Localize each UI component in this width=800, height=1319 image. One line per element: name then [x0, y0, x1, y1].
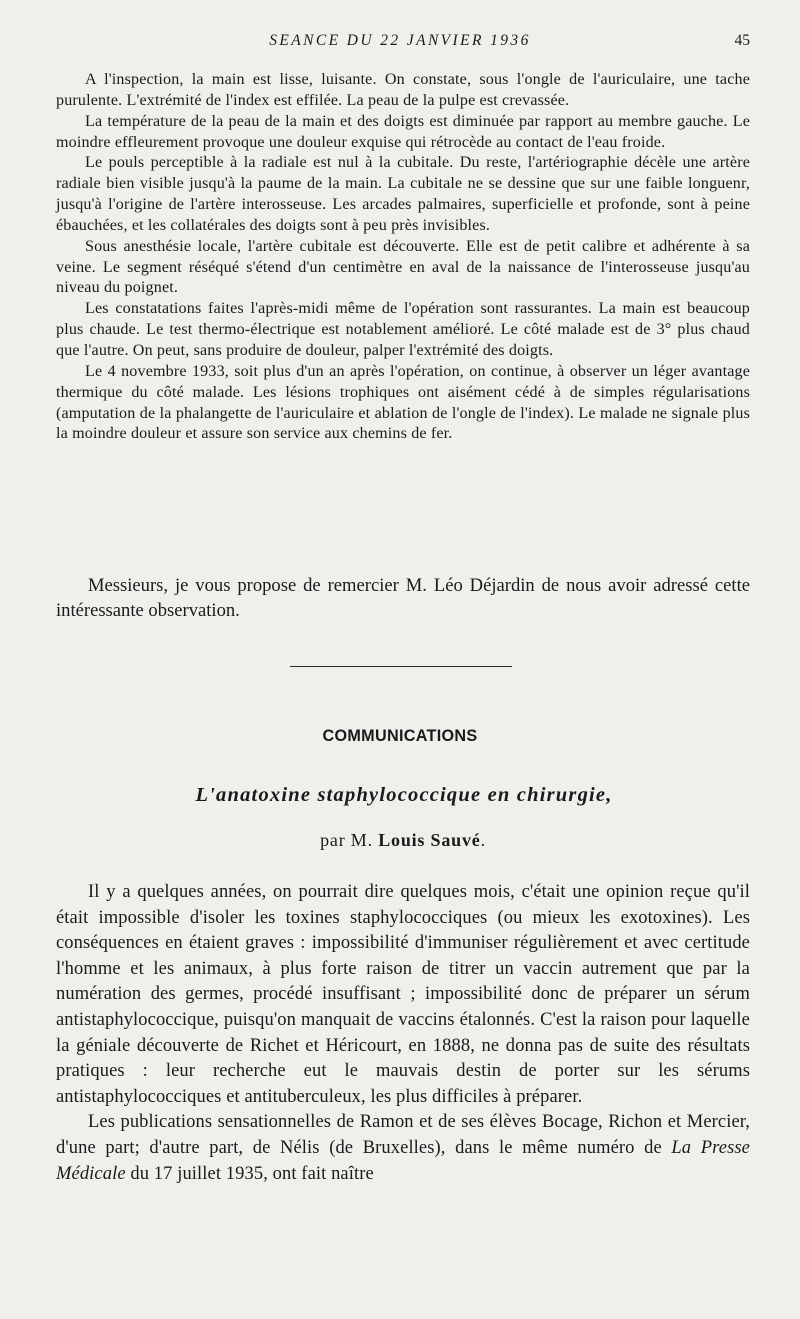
running-head: [0, 32, 800, 54]
article-body: [56, 880, 750, 1187]
report-paragraph-5: Les constatations faites l'après-midi même de l'opération sont rassurantes. La main est beaucoup plus chaude. Le test thermo-électrique est notablement amélioré. Le côté malade est de 3° plus chaud que l'autre. On peut, sans produire de douleur, palper l'extrémité des doigts.: [56, 300, 750, 359]
report-paragraph-1: A l'inspection, la main est lisse, luisante. On constate, sous l'ongle de l'auriculaire, une tache purulente. L'extrémité de l'index est effilée. La peau de la pulpe est crevassée.: [56, 71, 750, 109]
article-paragraph-2: [56, 1110, 750, 1187]
conclusion-paragraph: Messieurs, je vous propose de remercier M. Léo Déjardin de nous avoir adressé cette intéressante observation.: [56, 575, 750, 621]
page-number: 45: [734, 32, 750, 49]
article-paragraph-1: Il y a quelques années, on pourrait dire quelques mois, c'était une opinion reçue qu'il était impossible d'isoler les toxines staphylococciques (ou mieux les exotoxines). Les conséquences en étaient graves : impossibilité d'immuniser régulièrement et avec certitude l'homme et les animaux, à plus forte raison de titrer un vaccin autrement que par la numération des germes, procédé insuffisant ; impossibilité donc de préparer un sérum antistaphylococcique, puisqu'on manquait de vaccins étalonnés. C'est la raison pour laquelle la géniale découverte de Richet et Héricourt, en 1888, ne donna pas de suite des résultats pratiques : leur recherche eut le mauvais destin de porter sur les sérums antistaphylococciques et antituberculeux, les plus difficiles à préparer.: [56, 882, 750, 1107]
byline-author: Louis Sauvé: [378, 830, 481, 850]
byline-prefix: par M.: [320, 830, 373, 850]
report-paragraph-6: Le 4 novembre 1933, soit plus d'un an après l'opération, on continue, à observer un léger avantage thermique du côté malade. Les lésions trophiques ont aisément cédé à de simples régularisations (amputation de la phalangette de l'auriculaire et ablation de l'ongle de l'index). Le malade ne signale plus la moindre douleur et assure son service aux chemins de fer.: [56, 362, 750, 443]
report-paragraph-4: Sous anesthésie locale, l'artère cubitale est découverte. Elle est de petit calibre et adhérente à sa veine. Le segment réséqué s'étend d'un centimètre en aval de la naissance de l'interosseuse jusqu'au niveau du poignet.: [56, 237, 750, 297]
article-paragraph-2-end: du 17 juillet 1935, ont fait naître: [130, 1163, 374, 1184]
case-report-text: [56, 70, 750, 445]
byline-suffix: .: [480, 830, 486, 850]
report-paragraph-3: Le pouls perceptible à la radiale est nul à la cubitale. Du reste, l'artériographie décèle une artère radiale bien visible jusqu'à la paume de la main. La cubitale ne se dessine que sur une faible longuenr, jusqu'à l'origine de l'artère interosseuse. Les arcades palmaires, superficielle et profonde, sont à peine ébauchées, et les collatérales des doigts sont à peu près invisibles.: [56, 154, 750, 234]
report-conclusion: [56, 573, 750, 623]
section-heading: COMMUNICATIONS: [322, 727, 478, 745]
journal-name: La Presse Médicale: [56, 1137, 750, 1184]
section-divider: [290, 666, 512, 667]
article-paragraph-2-start: Les publications sensationnelles de Ramon et de ses élèves Bocage, Richon et Mercier, d'une part; d'autre part, de Nélis (de Bruxelles), dans le même numéro de: [56, 1112, 750, 1158]
article-title: L'anatoxine staphylococcique en chirurgie,: [195, 784, 613, 806]
byline: [0, 830, 800, 851]
report-paragraph-2: La température de la peau de la main et des doigts est diminuée par rapport au membre gauche. Le moindre effleurement provoque une douleur exquise qui rétrocède au contact de l'eau froide.: [56, 112, 750, 151]
running-title: SEANCE DU 22 JANVIER 1936: [269, 32, 531, 49]
